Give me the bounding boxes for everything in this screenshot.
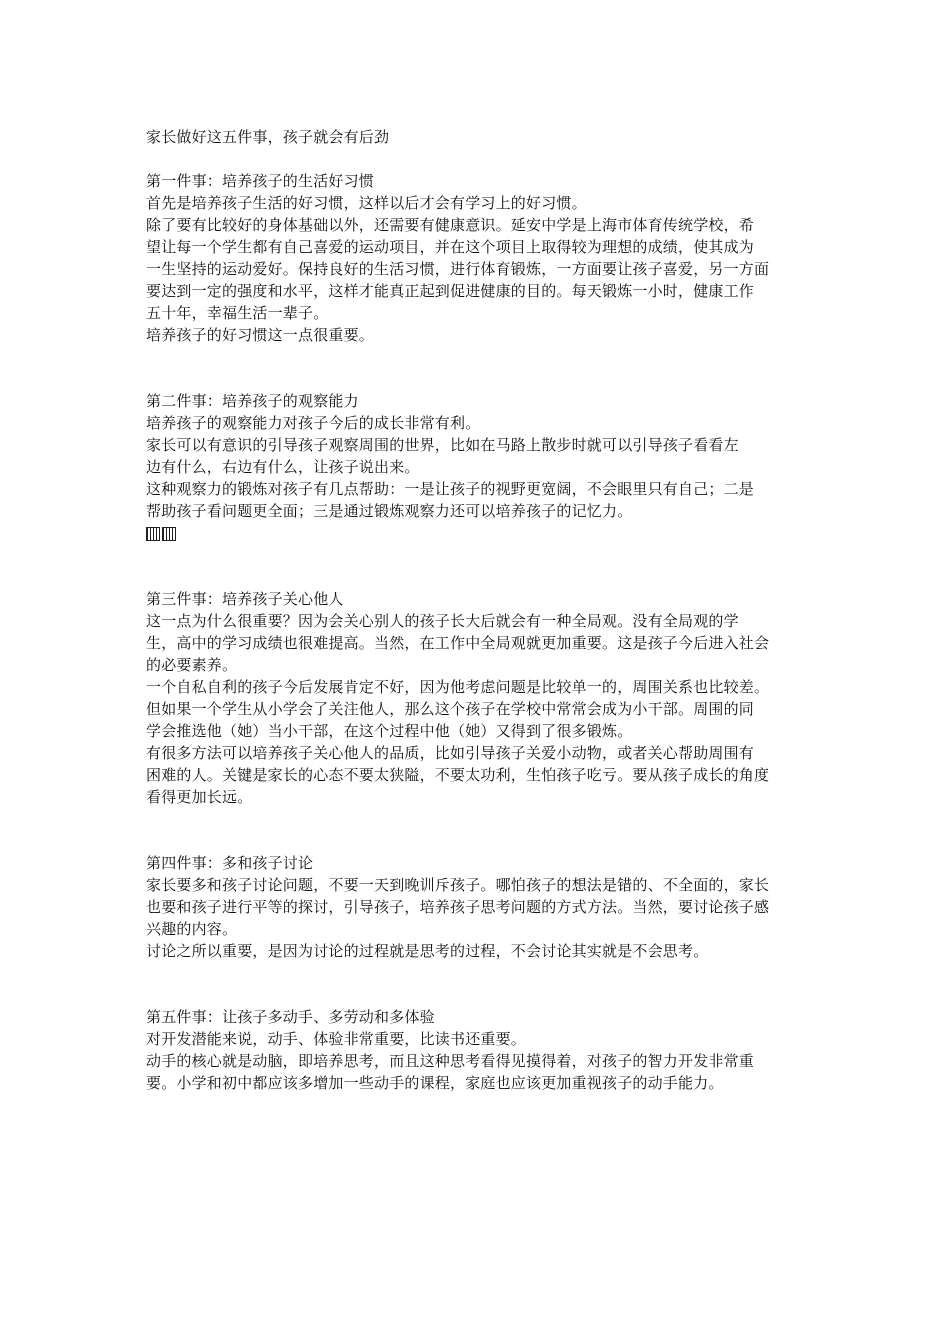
broken-glyph-icons bbox=[146, 522, 826, 544]
paragraph-line: 这一点为什么很重要？因为会关心别人的孩子长大后就会有一种全局观。没有全局观的学 bbox=[146, 612, 739, 630]
paragraph-line: 除了要有比较好的身体基础以外，还需要有健康意识。延安中学是上海市体育传统学校，希 bbox=[146, 216, 755, 234]
section-5 bbox=[146, 1006, 826, 1094]
paragraph-line: 家长要多和孩子讨论问题，不要一天到晚训斥孩子。哪怕孩子的想法是错的、不全面的，家长 bbox=[146, 876, 770, 894]
section-heading: 第四件事：多和孩子讨论 bbox=[146, 854, 314, 872]
broken-glyph-icon bbox=[146, 527, 160, 541]
paragraph-line: 看得更加长远。 bbox=[146, 788, 253, 806]
paragraph-line: 首先是培养孩子生活的好习惯，这样以后才会有学习上的好习惯。 bbox=[146, 194, 587, 212]
paragraph-line: 的必要素养。 bbox=[146, 656, 238, 674]
paragraph-line: 学会推选他（她）当小干部，在这个过程中他（她）又得到了很多锻炼。 bbox=[146, 722, 633, 740]
paragraph-line: 一生坚持的运动爱好。保持良好的生活习惯，进行体育锻炼，一方面要让孩子喜爱，另一方面 bbox=[146, 260, 770, 278]
section-3 bbox=[146, 588, 826, 808]
paragraph-line: 讨论之所以重要，是因为讨论的过程就是思考的过程，不会讨论其实就是不会思考。 bbox=[146, 942, 709, 960]
paragraph-line: 困难的人。关键是家长的心态不要太狭隘，不要太功利，生怕孩子吃亏。要从孩子成长的角度 bbox=[146, 766, 770, 784]
spacer bbox=[146, 346, 826, 390]
spacer bbox=[146, 962, 826, 1006]
spacer bbox=[146, 808, 826, 852]
paragraph-line: 对开发潜能来说，动手、体验非常重要，比读书还重要。 bbox=[146, 1030, 527, 1048]
paragraph-line: 动手的核心就是动脑，即培养思考，而且这种思考看得见摸得着，对孩子的智力开发非常重 bbox=[146, 1052, 755, 1070]
paragraph-line: 一个自私自利的孩子今后发展肯定不好，因为他考虑问题是比较单一的，周围关系也比较差。 bbox=[146, 678, 770, 696]
paragraph-line: 家长可以有意识的引导孩子观察周围的世界，比如在马路上散步时就可以引导孩子看看左 bbox=[146, 436, 739, 454]
paragraph-line: 帮助孩子看问题更全面；三是通过锻炼观察力还可以培养孩子的记忆力。 bbox=[146, 502, 633, 520]
paragraph-line: 边有什么，右边有什么，让孩子说出来。 bbox=[146, 458, 420, 476]
section-heading: 第三件事：培养孩子关心他人 bbox=[146, 590, 344, 608]
paragraph-line: 要。小学和初中都应该多增加一些动手的课程，家庭也应该更加重视孩子的动手能力。 bbox=[146, 1074, 724, 1092]
paragraph-line: 培养孩子的观察能力对孩子今后的成长非常有利。 bbox=[146, 414, 481, 432]
paragraph-line: 培养孩子的好习惯这一点很重要。 bbox=[146, 326, 375, 344]
section-heading: 第五件事：让孩子多动手、多劳动和多体验 bbox=[146, 1008, 435, 1026]
paragraph-line: 望让每一个学生都有自己喜爱的运动项目，并在这个项目上取得较为理想的成绩，使其成为 bbox=[146, 238, 755, 256]
paragraph-line: 生，高中的学习成绩也很难提高。当然，在工作中全局观就更加重要。这是孩子今后进入社会 bbox=[146, 634, 770, 652]
paragraph-line: 也要和孩子进行平等的探讨，引导孩子，培养孩子思考问题的方式方法。当然，要讨论孩子感 bbox=[146, 898, 770, 916]
section-2 bbox=[146, 390, 826, 544]
spacer bbox=[146, 148, 826, 170]
paragraph-line: 要达到一定的强度和水平，这样才能真正起到促进健康的目的。每天锻炼一小时，健康工作 bbox=[146, 282, 755, 300]
section-1 bbox=[146, 170, 826, 346]
paragraph-line: 五十年，幸福生活一辈子。 bbox=[146, 304, 329, 322]
section-4 bbox=[146, 852, 826, 962]
paragraph-line: 这种观察力的锻炼对孩子有几点帮助：一是让孩子的视野更宽阔，不会眼里只有自己；二是 bbox=[146, 480, 755, 498]
spacer bbox=[146, 544, 826, 588]
section-heading: 第一件事：培养孩子的生活好习惯 bbox=[146, 172, 375, 190]
paragraph-line: 但如果一个学生从小学会了关注他人，那么这个孩子在学校中常常会成为小干部。周围的同 bbox=[146, 700, 755, 718]
paragraph-line: 有很多方法可以培养孩子关心他人的品质，比如引导孩子关爱小动物，或者关心帮助周围有 bbox=[146, 744, 755, 762]
broken-glyph-icon bbox=[162, 527, 176, 541]
paragraph-line: 兴趣的内容。 bbox=[146, 920, 238, 938]
section-heading: 第二件事：培养孩子的观察能力 bbox=[146, 392, 359, 410]
document-title: 家长做好这五件事，孩子就会有后劲 bbox=[146, 128, 390, 146]
document-page bbox=[146, 0, 826, 1094]
